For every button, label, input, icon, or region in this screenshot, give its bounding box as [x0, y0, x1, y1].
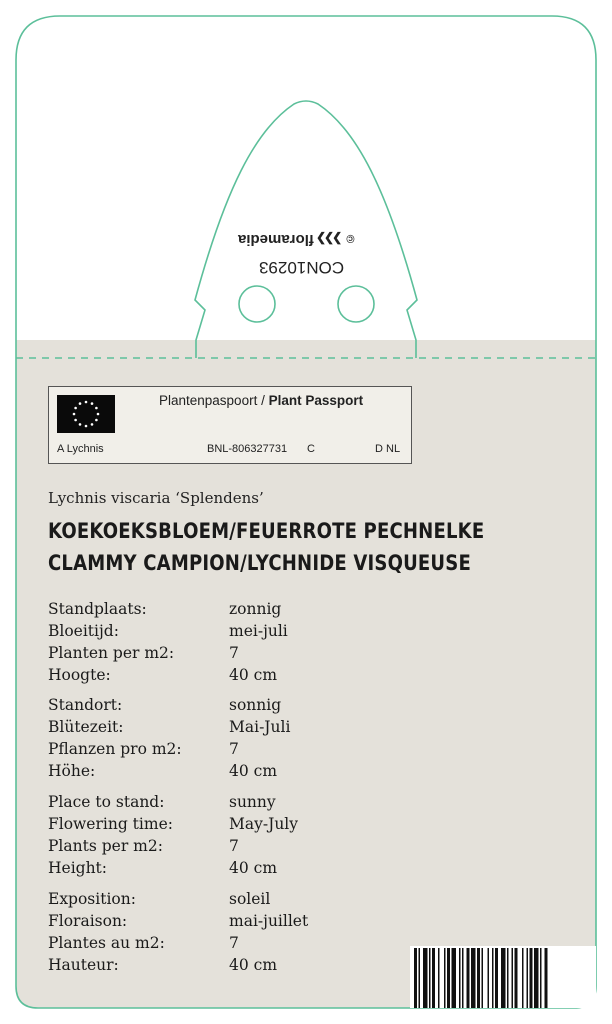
leaf-logo-icon: ❯❯❯: [318, 232, 343, 246]
property-value: 7: [229, 837, 239, 855]
property-row: [48, 600, 408, 622]
property-key: Plantes au m2:: [48, 934, 165, 952]
property-row: [48, 696, 408, 718]
product-code: CON10293: [259, 258, 345, 277]
property-row: [48, 815, 408, 837]
property-value: 7: [229, 740, 239, 758]
passport-title: [159, 393, 363, 408]
property-value: sunny: [229, 793, 276, 811]
property-value: mai-juillet: [229, 912, 309, 930]
properties-de: [48, 696, 408, 784]
property-key: Pflanzen pro m2:: [48, 740, 182, 758]
common-name-line1: KOEKOEKSBLOEM/FEUERROTE PECHNELKE: [48, 519, 485, 543]
property-key: Blütezeit:: [48, 718, 124, 736]
property-key: Standplaats:: [48, 600, 147, 618]
property-key: Hauteur:: [48, 956, 119, 974]
property-key: Floraison:: [48, 912, 128, 930]
property-value: 40 cm: [229, 859, 278, 877]
property-row: [48, 934, 408, 956]
properties-en: [48, 793, 408, 881]
hang-hole-right: [338, 286, 374, 322]
property-value: 40 cm: [229, 666, 278, 684]
property-row: [48, 762, 408, 784]
property-row: [48, 666, 408, 688]
property-value: sonnig: [229, 696, 282, 714]
eu-stars-icon: [57, 395, 115, 433]
property-key: Height:: [48, 859, 108, 877]
property-row: [48, 859, 408, 881]
property-value: Mai-Juli: [229, 718, 291, 736]
property-value: May-July: [229, 815, 299, 833]
property-row: [48, 912, 408, 934]
property-key: Exposition:: [48, 890, 136, 908]
copyright-icon: ©: [346, 232, 355, 244]
property-row: [48, 956, 408, 978]
brand-mark: [238, 231, 354, 248]
brand-name: floramedia: [238, 231, 314, 248]
property-key: Hoogte:: [48, 666, 111, 684]
property-value: soleil: [229, 890, 271, 908]
property-key: Planten per m2:: [48, 644, 175, 662]
property-row: [48, 644, 408, 666]
passport-title-en: Plant Passport: [268, 393, 364, 408]
passport-title-nl: Plantenpaspoort /: [159, 393, 269, 408]
hang-hole-left: [239, 286, 275, 322]
barcode: [410, 946, 596, 1008]
property-key: Flowering time:: [48, 815, 173, 833]
property-key: Plants per m2:: [48, 837, 163, 855]
property-row: [48, 622, 408, 644]
plant-passport: [48, 386, 412, 464]
common-name-line2: CLAMMY CAMPION/LYCHNIDE VISQUEUSE: [48, 551, 471, 575]
property-value: 40 cm: [229, 956, 278, 974]
latin-name: Lychnis viscaria ‘Splendens’: [48, 489, 264, 507]
passport-field-c: C: [307, 443, 315, 455]
property-value: mei-juli: [229, 622, 288, 640]
property-value: zonnig: [229, 600, 282, 618]
property-row: [48, 740, 408, 762]
property-value: 7: [229, 934, 239, 952]
property-row: [48, 837, 408, 859]
property-row: [48, 718, 408, 740]
property-key: Standort:: [48, 696, 123, 714]
properties-nl: [48, 600, 408, 688]
property-value: 7: [229, 644, 239, 662]
property-row: [48, 890, 408, 912]
passport-field-a: A Lychnis: [57, 443, 104, 455]
passport-field-b: BNL-806327731: [207, 443, 288, 455]
property-value: 40 cm: [229, 762, 278, 780]
properties-fr: [48, 890, 408, 978]
eu-flag-icon: [57, 395, 115, 433]
property-key: Place to stand:: [48, 793, 165, 811]
property-key: Bloeitijd:: [48, 622, 119, 640]
property-row: [48, 793, 408, 815]
passport-field-d: D NL: [375, 443, 401, 455]
property-key: Höhe:: [48, 762, 96, 780]
